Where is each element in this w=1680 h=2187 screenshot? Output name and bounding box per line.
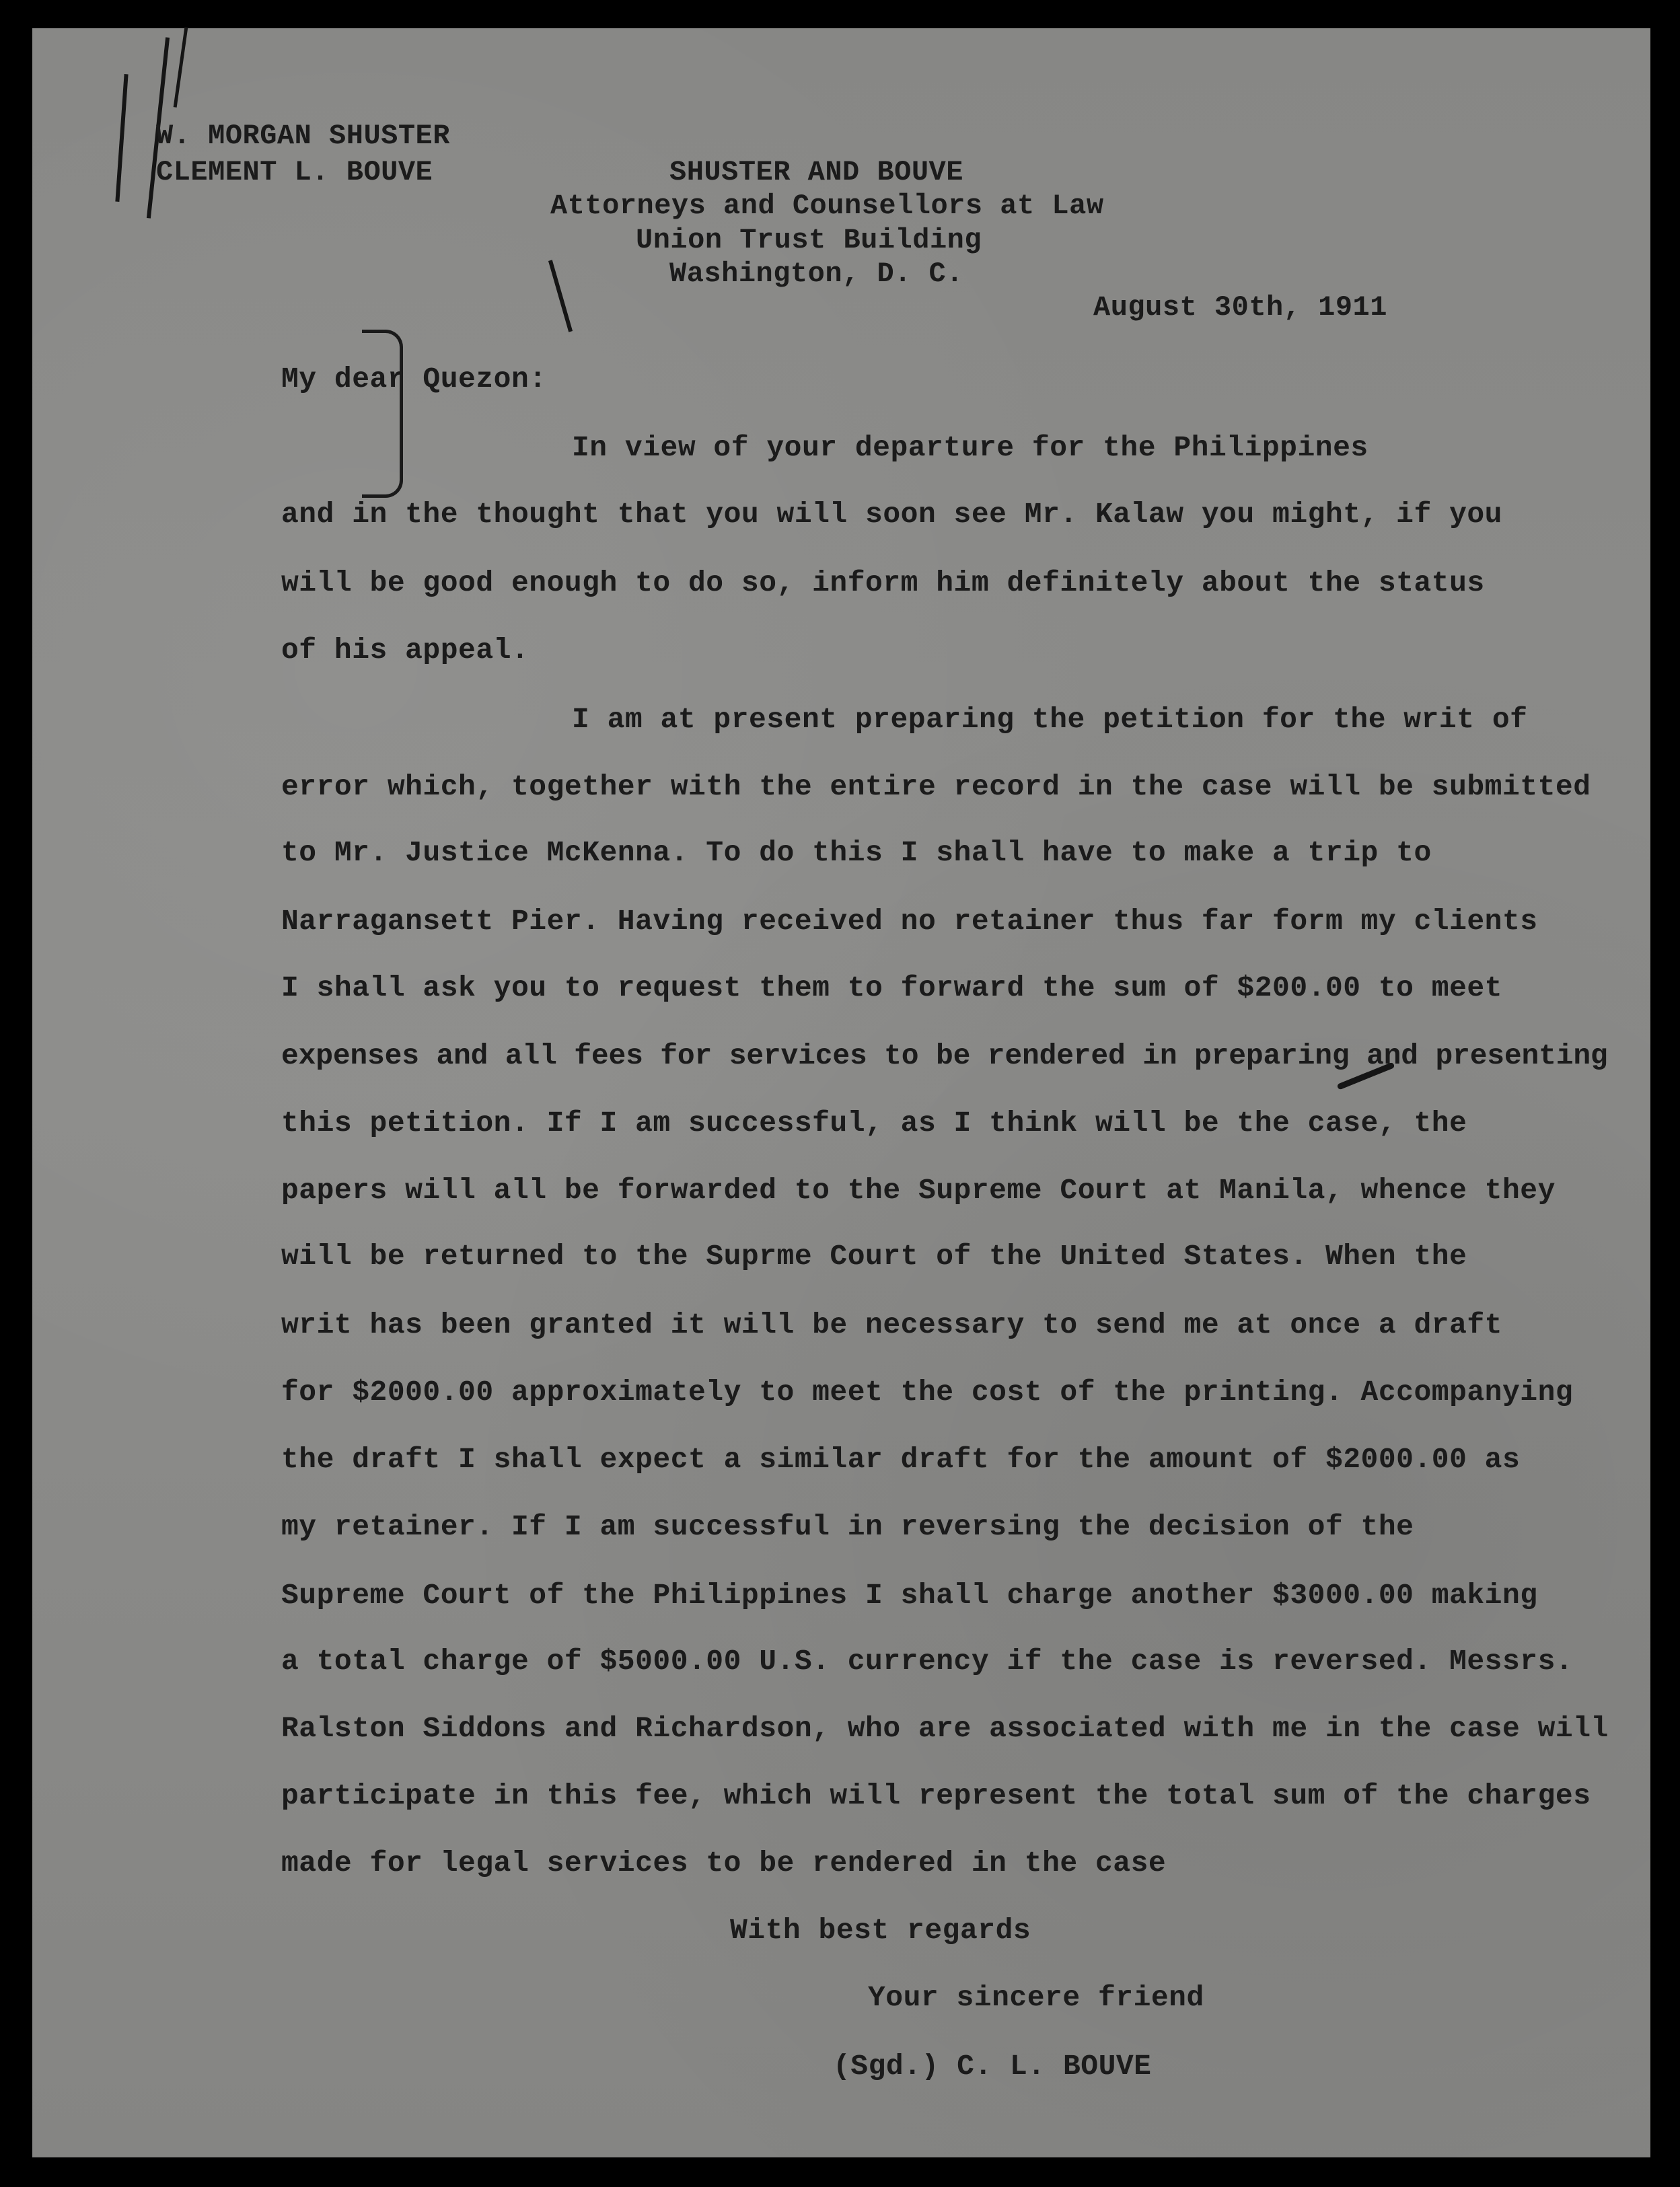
paragraph-2-line: will be returned to the Suprme Court of the United States. When the bbox=[281, 1240, 1467, 1273]
paragraph-2-line: I shall ask you to request them to forward the sum of $200.00 to meet bbox=[281, 971, 1502, 1004]
paragraph-2-line: to Mr. Justice McKenna. To do this I shall have to make a trip to bbox=[281, 836, 1432, 869]
paragraph-2-line: expenses and all fees for services to be rendered in preparing and presenting bbox=[281, 1039, 1608, 1072]
paragraph-2-line: for $2000.00 approximately to meet the cost of the printing. Accompanying bbox=[281, 1376, 1574, 1409]
firm-building: Union Trust Building bbox=[636, 224, 982, 256]
paragraph-2-line: the draft I shall expect a similar draft for the amount of $2000.00 as bbox=[281, 1443, 1521, 1476]
closing-regards: With best regards bbox=[730, 1914, 1031, 1947]
paragraph-2-line: my retainer. If I am successful in reversing the decision of the bbox=[281, 1510, 1414, 1543]
paragraph-2-line: error which, together with the entire record in the case will be submitted bbox=[281, 770, 1591, 803]
partner-name: W. MORGAN SHUSTER bbox=[156, 120, 450, 152]
paragraph-1-line: of his appeal. bbox=[281, 634, 529, 667]
paragraph-2-line: papers will all be forwarded to the Supreme Court at Manila, whence they bbox=[281, 1174, 1556, 1207]
ink-bracket bbox=[362, 330, 403, 498]
signature-line: (Sgd.) C. L. BOUVE bbox=[833, 2050, 1152, 2083]
firm-name: SHUSTER AND BOUVE bbox=[669, 156, 963, 188]
paragraph-2-line: a total charge of $5000.00 U.S. currency if the case is reversed. Messrs. bbox=[281, 1645, 1574, 1678]
paragraph-2-line: writ has been granted it will be necessary to send me at once a draft bbox=[281, 1308, 1502, 1341]
paragraph-2-line: Narragansett Pier. Having received no retainer thus far form my clients bbox=[281, 905, 1538, 938]
paragraph-1-line: In view of your departure for the Philippines bbox=[572, 431, 1368, 464]
salutation: My dear Quezon: bbox=[281, 363, 547, 396]
paragraph-2-line: Supreme Court of the Philippines I shall charge another $3000.00 making bbox=[281, 1579, 1538, 1612]
letter-date: August 30th, 1911 bbox=[1093, 291, 1387, 324]
paragraph-2-line: made for legal services to be rendered in the case bbox=[281, 1847, 1167, 1880]
closing-friend: Your sincere friend bbox=[868, 1981, 1204, 2014]
paragraph-1-line: and in the thought that you will soon see Mr. Kalaw you might, if you bbox=[281, 498, 1502, 531]
firm-description: Attorneys and Counsellors at Law bbox=[550, 190, 1104, 222]
document-page bbox=[32, 28, 1650, 2157]
paragraph-2-line: participate in this fee, which will represent the total sum of the charges bbox=[281, 1779, 1591, 1812]
paragraph-2-line: this petition. If I am successful, as I think will be the case, the bbox=[281, 1107, 1467, 1140]
firm-city: Washington, D. C. bbox=[669, 258, 963, 290]
paragraph-2-line: I am at present preparing the petition for the writ of bbox=[572, 703, 1528, 736]
paragraph-2-line: Ralston Siddons and Richardson, who are associated with me in the case will bbox=[281, 1712, 1609, 1745]
partner-name: CLEMENT L. BOUVE bbox=[156, 156, 433, 188]
paragraph-1-line: will be good enough to do so, inform him definitely about the status bbox=[281, 566, 1485, 599]
